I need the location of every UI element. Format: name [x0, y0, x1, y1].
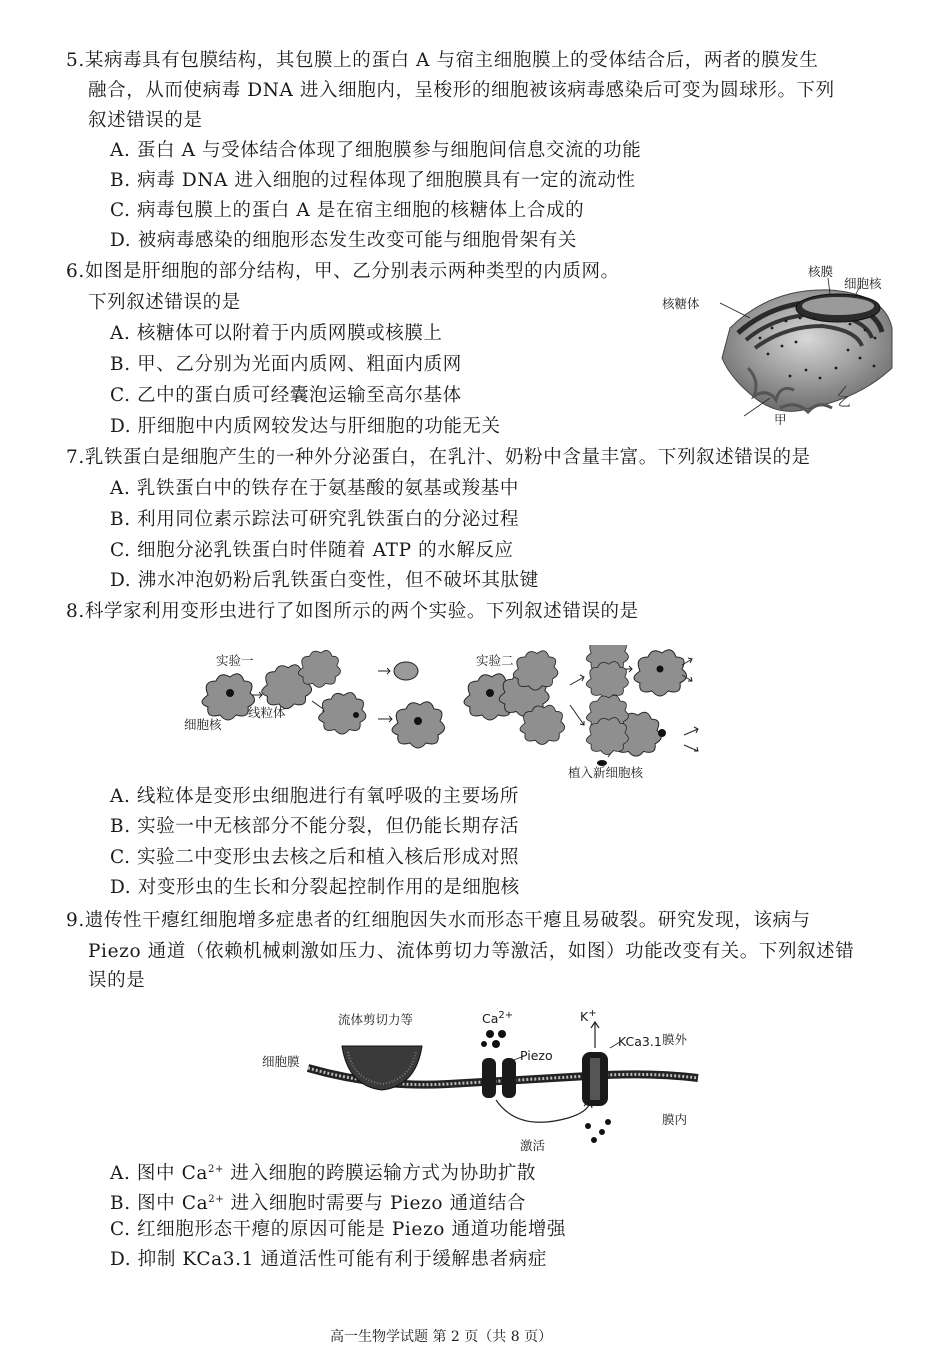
q6-option-d: D. 肝细胞中内质网较发达与肝细胞的功能无关 [110, 416, 501, 437]
q8-option-d: D. 对变形虫的生长和分裂起控制作用的是细胞核 [110, 877, 520, 898]
outside-label: 膜外 [662, 1032, 688, 1047]
k-text: K [580, 1009, 589, 1025]
q9-option-a-pre: A. 图中 Ca [110, 1163, 208, 1185]
q9-stem-line-2: Piezo 通道（依赖机械刺激如压力、流体剪切力等激活，如图）功能改变有关。下列叙述错 [88, 941, 855, 962]
q5-option-a: A. 蛋白 A 与受体结合体现了细胞膜参与细胞间信息交流的功能 [110, 140, 642, 161]
q5-option-c: C. 病毒包膜上的蛋白 A 是在宿主细胞的核糖体上合成的 [110, 200, 585, 221]
q6-option-b: B. 甲、乙分别为光面内质网、粗面内质网 [110, 354, 462, 375]
nucleus-label: 细胞核 [844, 276, 882, 291]
inside-label: 膜内 [662, 1112, 688, 1127]
exp1-label: 实验一 [216, 653, 254, 668]
q8-option-c: C. 实验二中变形虫去核之后和植入核后形成对照 [110, 847, 520, 868]
q8-option-a: A. 线粒体是变形虫细胞进行有氧呼吸的主要场所 [110, 786, 519, 807]
q5-stem-line-2: 融合，从而使病毒 DNA 进入细胞内，呈梭形的细胞被该病毒感染后可变为圆球形。下列 [88, 80, 835, 101]
q9-stem-line-1: 9.遗传性干瘪红细胞增多症患者的红细胞因失水而形态干瘪且易破裂。研究发现，该病与 [66, 910, 811, 931]
ca-sup: 2+ [498, 1010, 514, 1021]
q7-option-c: C. 细胞分泌乳铁蛋白时伴随着 ATP 的水解反应 [110, 540, 514, 561]
amoeba-figure [180, 645, 780, 785]
q7-stem-line-1: 7.乳铁蛋白是细胞产生的一种外分泌蛋白，在乳汁、奶粉中含量丰富。下列叙述错误的是 [66, 447, 811, 468]
q9-option-a-sup: 2+ [208, 1164, 224, 1175]
page-footer: 高一生物学试题 第 2 页（共 8 页） [330, 1329, 553, 1345]
mitochondria-label: 线粒体 [248, 705, 286, 720]
implant-nucleus-label: 植入新细胞核 [568, 765, 644, 780]
q9-option-b-pre: B. 图中 Ca [110, 1193, 209, 1215]
piezo-illustration [258, 1008, 718, 1158]
piezo-label: Piezo [520, 1048, 553, 1063]
q5-stem-line-3: 叙述错误的是 [88, 110, 203, 131]
q9-option-b-sup: 2+ [208, 1194, 225, 1205]
shear-force-label: 流体剪切力等 [338, 1012, 414, 1027]
nuclear-membrane-label: 核膜 [808, 264, 834, 279]
q5-option-d: D. 被病毒感染的细胞形态发生改变可能与细胞骨架有关 [110, 230, 578, 251]
ribosome-label: 核糖体 [662, 296, 700, 311]
q9-option-a-post: 进入细胞的跨膜运输方式为协助扩散 [223, 1163, 537, 1185]
nucleus-label: 细胞核 [184, 717, 222, 732]
q9-option-c-pre: C. 红细胞形态干瘪的原因可能是 Piezo 通道功能增强 [110, 1219, 567, 1240]
er-figure [660, 258, 900, 428]
q7-option-a: A. 乳铁蛋白中的铁存在于氨基酸的氨基或羧基中 [110, 478, 519, 499]
piezo-figure [258, 1008, 718, 1158]
q7-option-b: B. 利用同位素示踪法可研究乳铁蛋白的分泌过程 [110, 509, 520, 530]
activate-label: 激活 [520, 1138, 546, 1153]
k-label [580, 1008, 597, 1024]
ca-text: Ca [482, 1011, 499, 1027]
membrane-label: 细胞膜 [262, 1054, 300, 1069]
q6-option-c: C. 乙中的蛋白质可经囊泡运输至高尔基体 [110, 385, 462, 406]
q9-option-c [110, 1215, 566, 1245]
q9-stem-line-3: 误的是 [88, 970, 146, 991]
q7-option-d: D. 沸水冲泡奶粉后乳铁蛋白变性，但不破坏其肽键 [110, 570, 539, 591]
q5-stem-line-1: 5.某病毒具有包膜结构，其包膜上的蛋白 A 与宿主细胞膜上的受体结合后，两者的膜发生 [66, 50, 819, 71]
q9-option-d-pre: D. 抑制 KCa3.1 通道活性可能有利于缓解患者病症 [110, 1249, 547, 1270]
q9-option-b-post: 进入细胞时需要与 Piezo 通道结合 [224, 1193, 527, 1215]
q8-option-b: B. 实验一中无核部分不能分裂，但仍能长期存活 [110, 816, 520, 837]
ca-label [482, 1010, 513, 1026]
q9-option-d [110, 1245, 547, 1275]
kca-label: KCa3.1 [618, 1034, 662, 1049]
q5-option-b: B. 病毒 DNA 进入细胞的过程体现了细胞膜具有一定的流动性 [110, 170, 636, 191]
q6-option-a: A. 核糖体可以附着于内质网膜或核膜上 [110, 323, 443, 344]
jia-label: 甲 [774, 412, 787, 427]
yi-label: 乙 [838, 394, 851, 409]
q6-stem-line-1: 6.如图是肝细胞的部分结构，甲、乙分别表示两种类型的内质网。 [66, 261, 620, 282]
exp2-label: 实验二 [476, 653, 514, 668]
k-sup: + [588, 1008, 597, 1019]
q6-stem-line-2: 下列叙述错误的是 [88, 292, 241, 313]
q8-stem-line-1: 8.科学家利用变形虫进行了如图所示的两个实验。下列叙述错误的是 [66, 601, 639, 622]
